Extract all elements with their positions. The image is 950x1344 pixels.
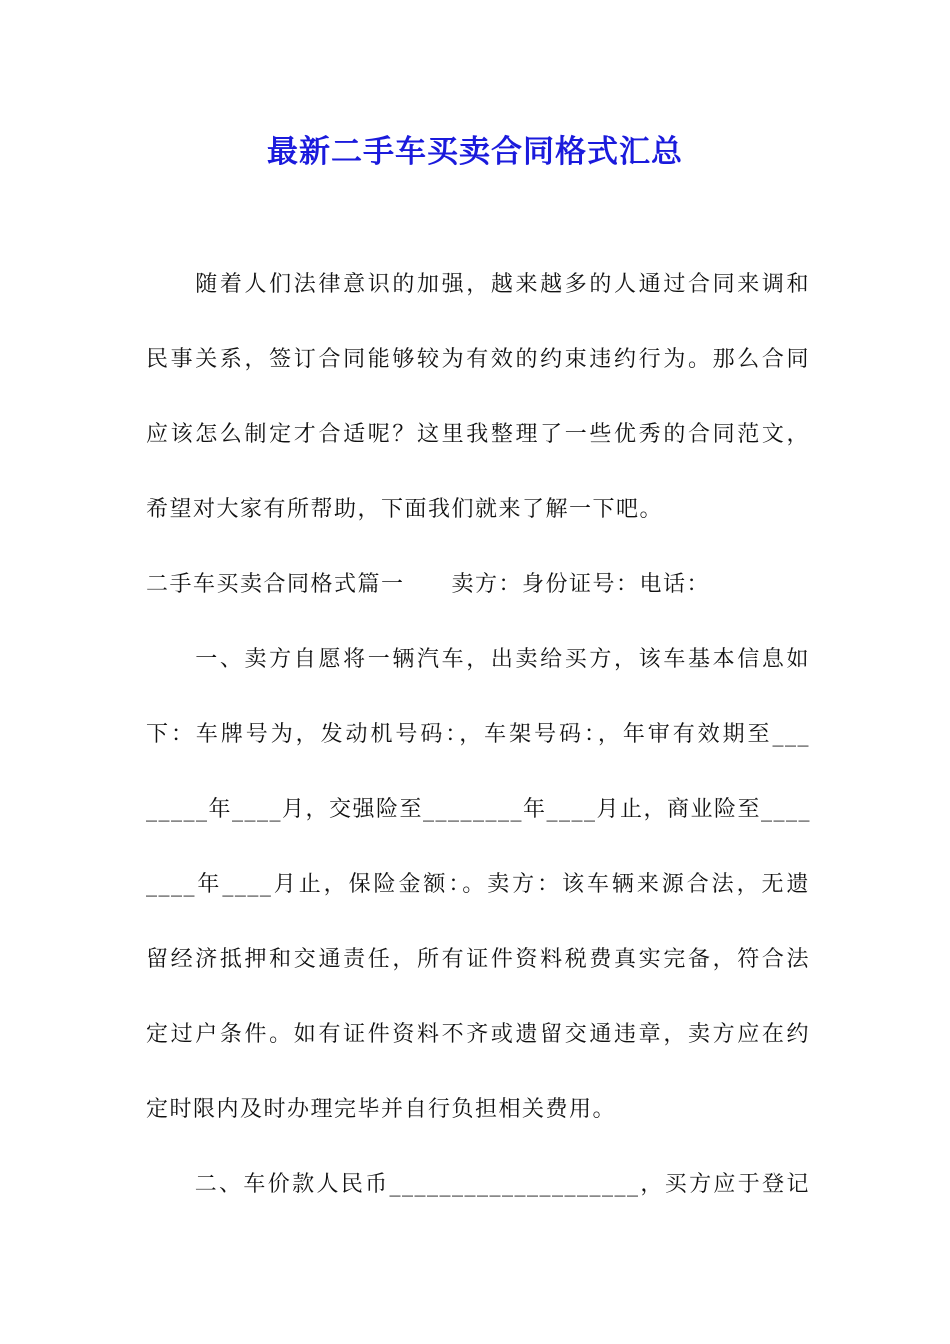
clause-1-line-7: 定时限内及时办理完毕并自行负担相关费用。 <box>146 1097 617 1122</box>
paragraph-line-4: 希望对大家有所帮助，下面我们就来了解一下吧。 <box>146 497 664 522</box>
clause-1-line-4: ____年____月止，保险金额：。卖方：该车辆来源合法，无遗 <box>146 872 810 897</box>
clause-1-line-3: _____年____月，交强险至________年____月止，商业险至____ <box>146 797 812 822</box>
paragraph-line-2: 民事关系，签订合同能够较为有效的约束违约行为。那么合同 <box>146 347 810 372</box>
paragraph-line-1: 随着人们法律意识的加强，越来越多的人通过合同来调和 <box>146 272 810 297</box>
clause-1-line-1: 一、卖方自愿将一辆汽车，出卖给买方，该车基本信息如 <box>146 647 810 672</box>
clause-1-line-5: 留经济抵押和交通责任，所有证件资料税费真实完备，符合法 <box>146 947 810 972</box>
document-title: 最新二手车买卖合同格式汇总 <box>267 134 683 170</box>
section-heading-line: 二手车买卖合同格式篇一 卖方：身份证号：电话： <box>146 572 711 597</box>
clause-1-line-6: 定过户条件。如有证件资料不齐或遗留交通违章，卖方应在约 <box>146 1022 810 1047</box>
clause-2-line-1: 二、车价款人民币____________________，买方应于登记 <box>146 1172 810 1197</box>
clause-1-line-2: 下：车牌号为，发动机号码：，车架号码：，年审有效期至___ <box>146 722 810 747</box>
paragraph-line-3: 应该怎么制定才合适呢？这里我整理了一些优秀的合同范文， <box>146 422 810 447</box>
